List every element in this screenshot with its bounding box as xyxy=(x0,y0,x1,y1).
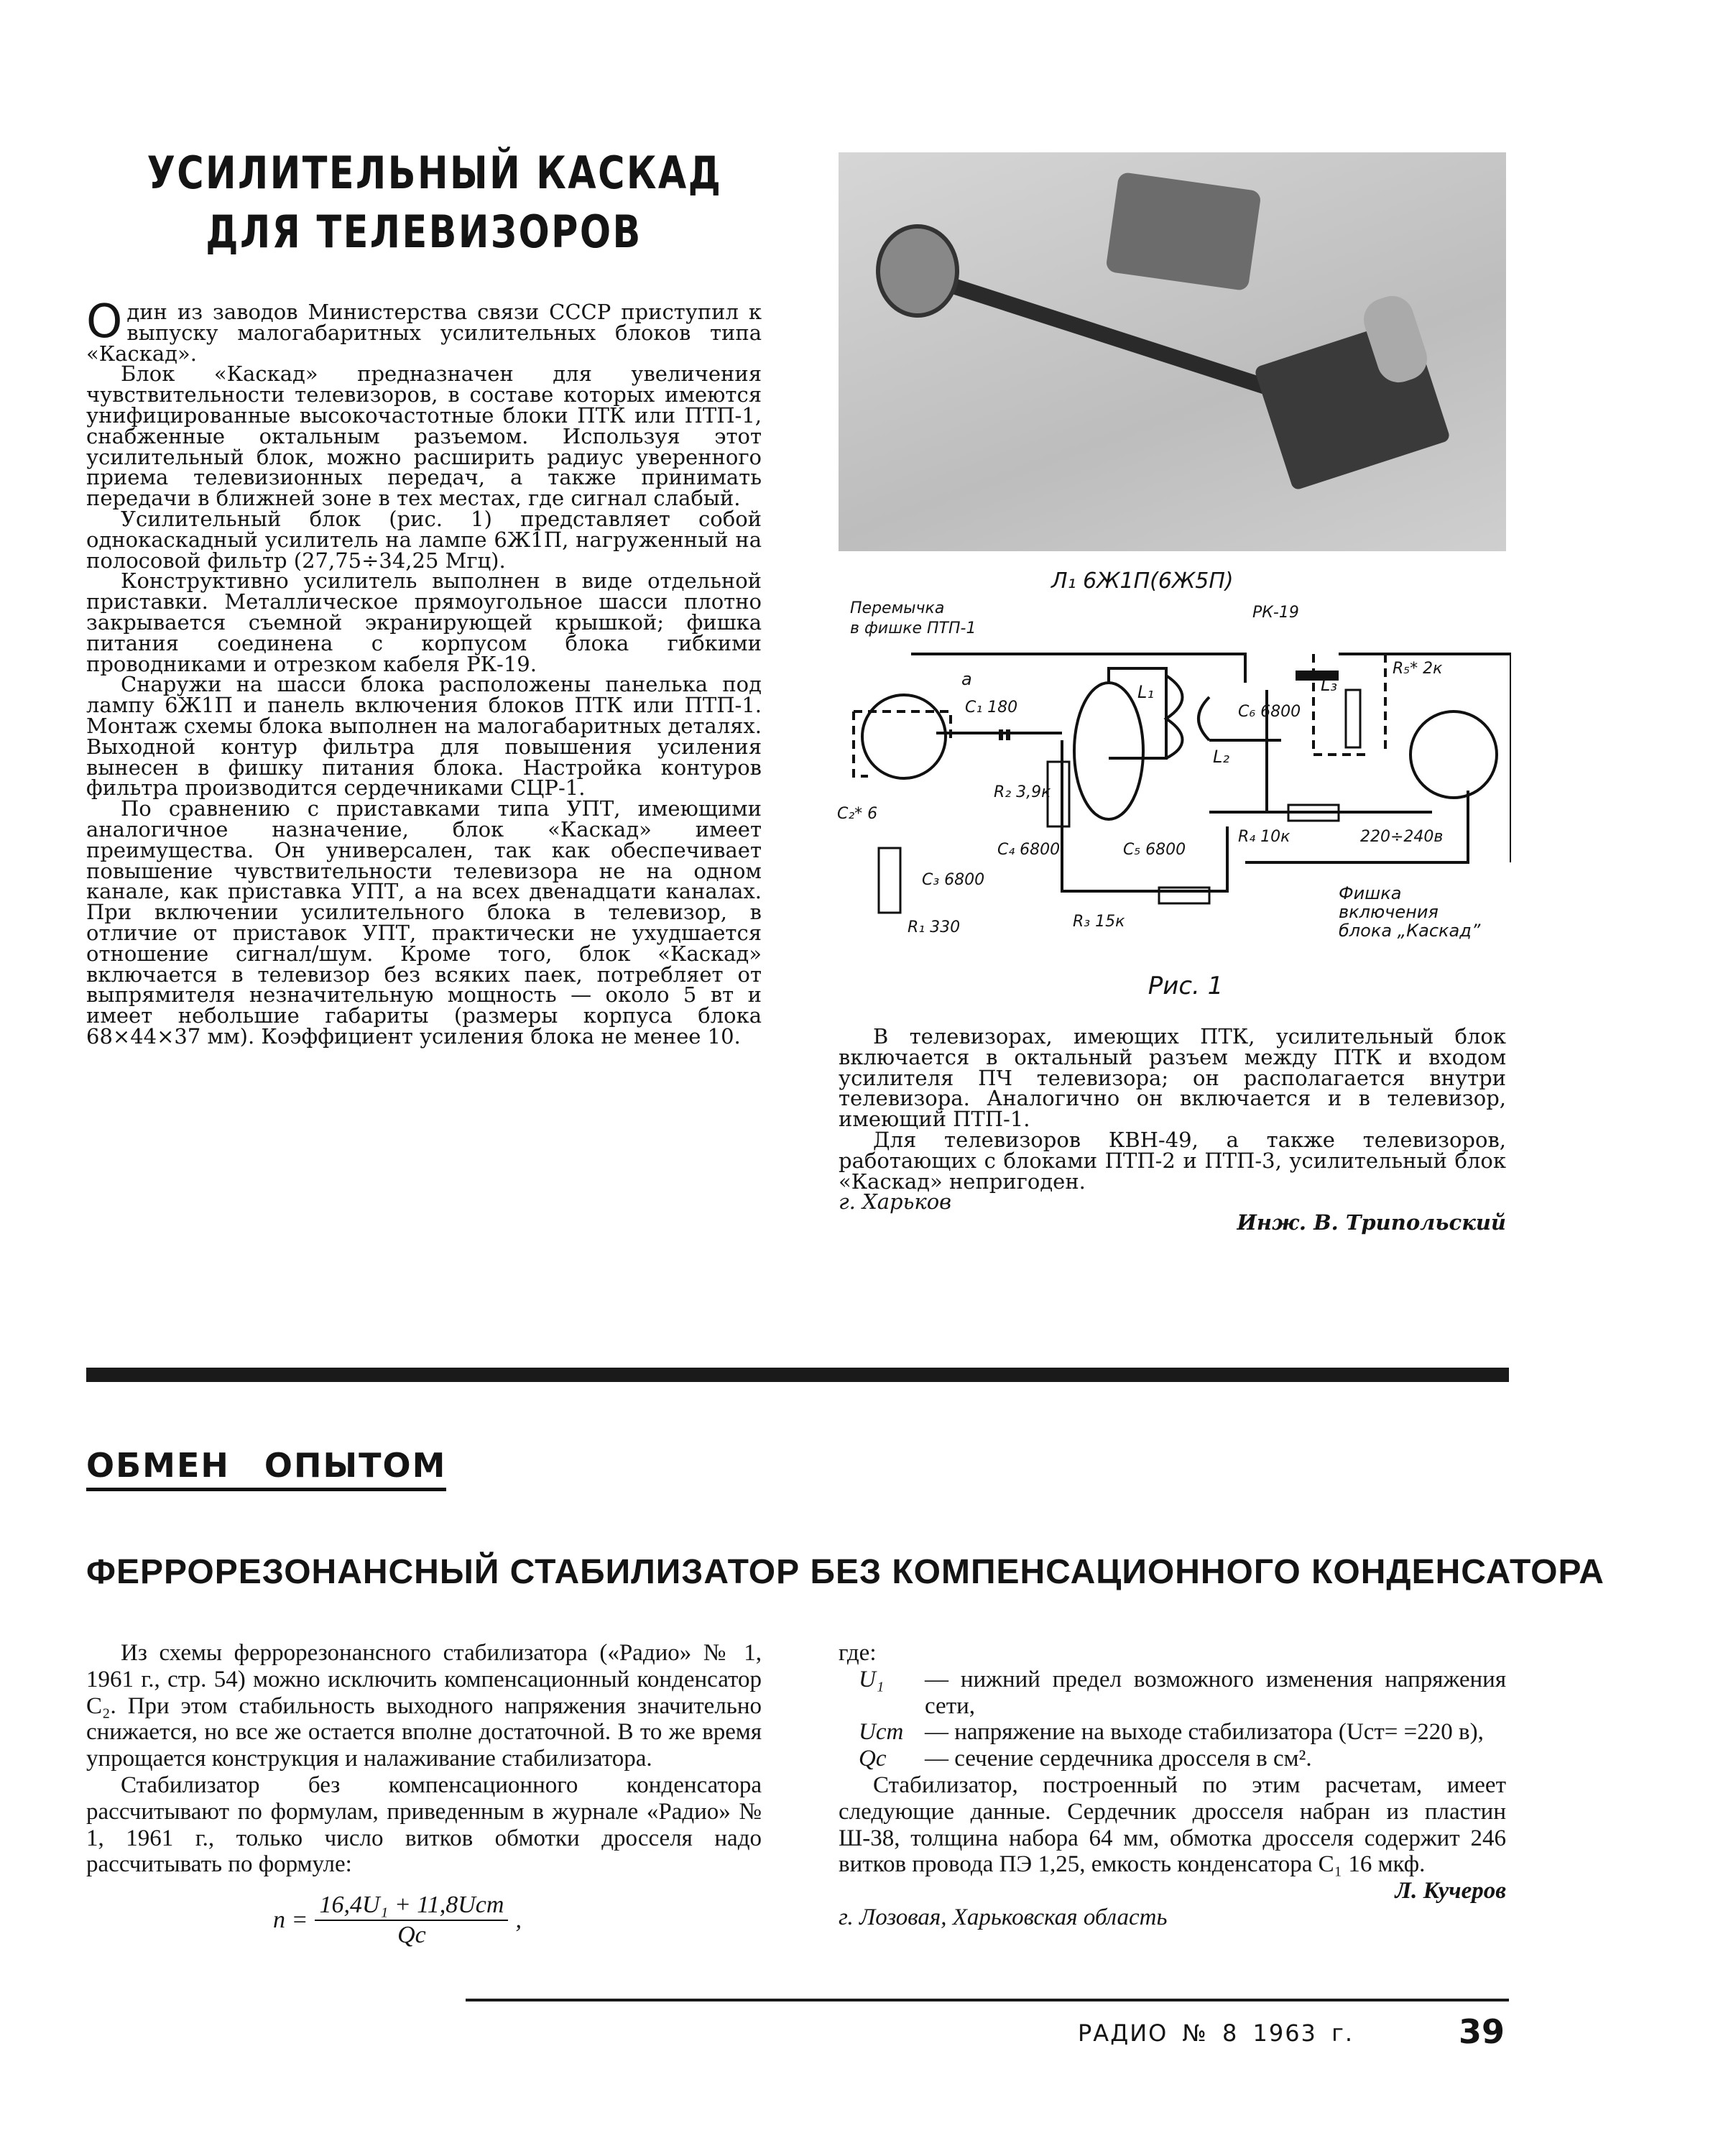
article2-body-right: где: U₁ — нижний предел возможного изменения напряжения сети, Uст — напряжение на выходе стабилизатора (Uст= =220 в), Qc — сечение сердечника дросселя в см². Стабилизатор, построенный по этим расчетам, имеет следующие данные. Сердечник дросселя набран из пластин Ш-38, толщина набора 64 мм, обмотка дросселя содержит 246 витков провода ПЭ 1,25, емкость конденсатора C₁ 16 мкф. Л. Кучеров г. Лозовая, Харьковская область xyxy=(839,1640,1506,1930)
formula: n = $\frac{\text{16,4U₁ + 11,8Uст}}{Qc}$ , xyxy=(273,1892,522,1949)
rubric-heading: ОБМЕН ОПЫТОМ xyxy=(86,1446,446,1491)
photo-illustration xyxy=(839,152,1506,551)
jumper-label-1: Перемычка xyxy=(850,599,945,617)
definition-item: U₁ — нижний предел возможного изменения напряжения сети, xyxy=(859,1666,1506,1719)
c1-label: C₁ 180 xyxy=(965,699,1018,717)
device-photo xyxy=(839,152,1506,551)
author-2: Л. Кучеров xyxy=(1395,1878,1506,1904)
magazine-issue: РАДИО № 8 1963 г. xyxy=(1078,2019,1354,2047)
l1-label: L₁ xyxy=(1137,682,1154,702)
author: Инж. В. Трипольский xyxy=(1237,1210,1506,1235)
terminal-a-label: а xyxy=(961,669,972,689)
circuit-schematic xyxy=(836,568,1511,963)
article-title: УСИЛИТЕЛЬНЫЙ КАСКАД ДЛЯ ТЕЛЕВИЗОРОВ xyxy=(147,147,723,258)
article-title-2: ФЕРРОРЕЗОНАНСНЫЙ СТАБИЛИЗАТОР БЕЗ КОМПЕНСАЦИОННОГО КОНДЕНСАТОРА xyxy=(86,1553,1605,1591)
c5-label: C₅ 6800 xyxy=(1123,841,1186,859)
article-body-right: В телевизорах, имеющих ПТК, усилительный блок включается в октальный разъем между ПТК и входом усилителя ПЧ телевизора; он располагается внутри телевизора. Аналогично он включается и в телевизор, имеющий ПТП-1. Для телевизоров КВН-49, а также телевизоров, работающих с блоками ПТП-2 и ПТП-3, усилительный блок «Каскад» непригоден. г. Харьков Инж. В. Трипольский xyxy=(839,1024,1506,1235)
article-body-left: Один из заводов Министерства связи СССР приступил к выпуску малогабаритных усилительных блоков типа «Каскад». Блок «Каскад» предназначен для увеличения чувствительности телевизоров, в составе которых имеются унифицированные высокочастотные блоки ПТК или ПТП-1, снабженные октальным разъемом. Используя этот усилительный блок, можно расширить радиус уверенного приема телевизионных передач, а также принимать передачи в ближней зоне в тех местах, где сигнал слабый. Усилительный блок (рис. 1) представляет собой однокаскадный усилитель на лампе 6Ж1П, нагруженный на полосовой фильтр (27,75÷34,25 Мгц). Конструктивно усилитель выполнен в виде отдельной приставки. Металлическое прямоугольное шасси плотно закрывается съемной экранирующей крышкой; фишка питания соединена с корпусом блока гибкими проводниками и отрезком кабеля РК-19. Снаружи на шасси блока расположены панелька под лампу 6Ж1П и панель включения блоков ПТК или ПТП-1. Монтаж схемы блока выполнен на малогабаритных деталях. Выходной контур фильтра для повышения усиления вынесен в фишку питания блока. Настройка контуров фильтра производится сердечниками СЦР-1. По сравнению с приставками типа УПТ, имеющими аналогичное назначение, блок «Каскад» имеет преимущества. Он универсален, так как обеспечивает повышение чувствительности телевизора не на одном канале, как приставка УПТ, а на всех двенадцати каналах. При включении усилительного блока в телевизор, в отличие от приставок УПТ, практически не ухудшается отношение сигнал/шум. Кроме того, блок «Каскад» включается в телевизор без всяких паек, потребляет от выпрямителя незначительную мощность — около 5 вт и имеет небольшие габариты (размеры корпуса блока 68×44×37 мм). Коэффициент усиления блока не менее 10. xyxy=(86,295,762,1049)
tube-label: Л₁ 6Ж1П(6Ж5П) xyxy=(1051,568,1234,594)
cable-label: РК-19 xyxy=(1252,604,1299,622)
l2-label: L₂ xyxy=(1213,747,1229,767)
c2-label: C₂* 6 xyxy=(837,805,878,823)
figure-caption: Рис. 1 xyxy=(1148,972,1224,1000)
city-2: г. Лозовая, Харьковская область xyxy=(839,1904,1168,1930)
r1-label: R₁ 330 xyxy=(908,918,961,936)
r5-label: R₅* 2к xyxy=(1393,660,1443,678)
voltage-label: 220÷240в xyxy=(1360,828,1444,846)
drop-cap: О xyxy=(86,295,123,349)
definitions-list xyxy=(839,1667,1506,1772)
city: г. Харьков xyxy=(839,1189,952,1215)
c3-label: C₃ 6800 xyxy=(922,871,985,889)
definition-item: Qc — сечение сердечника дросселя в см². xyxy=(859,1746,1312,1772)
article2-body-left: Из схемы феррорезонансного стабилизатора («Радио» № 1, 1961 г., стр. 54) можно исключить компенсационный конденсатор C₂. При этом стабильность выходного напряжения значительно снижается, но все же остается вполне достаточной. В то же время упрощается конструкция и налаживание стабилизатора. Стабилизатор без компенсационного конденсатора рассчитывают по формулам, приведенным в журнале «Радио» № 1, 1961 г., только число витков обмотки дросселя надо рассчитывать по формуле: n = $\frac{\text{16,4U₁ + 11,8Uст}}{Qc}$ , xyxy=(86,1640,762,1949)
footer-rule xyxy=(466,1999,1509,2001)
c4-label: C₄ 6800 xyxy=(997,841,1061,859)
section-divider xyxy=(86,1368,1509,1382)
jumper-label-2: в фишке ПТП-1 xyxy=(850,619,976,637)
definition-item: Uст — напряжение на выходе стабилизатора (Uст= =220 в), xyxy=(859,1719,1484,1746)
plug-label: Фишка включения блока „Каскад” xyxy=(1339,883,1481,941)
l3-label: L₃ xyxy=(1321,675,1337,695)
page-number: 39 xyxy=(1459,2012,1505,2051)
r2-label: R₂ 3,9к xyxy=(994,783,1051,801)
c6-label: C₆ 6800 xyxy=(1238,703,1301,721)
r3-label: R₃ 15к xyxy=(1073,913,1125,931)
r4-label: R₄ 10к xyxy=(1238,828,1290,846)
